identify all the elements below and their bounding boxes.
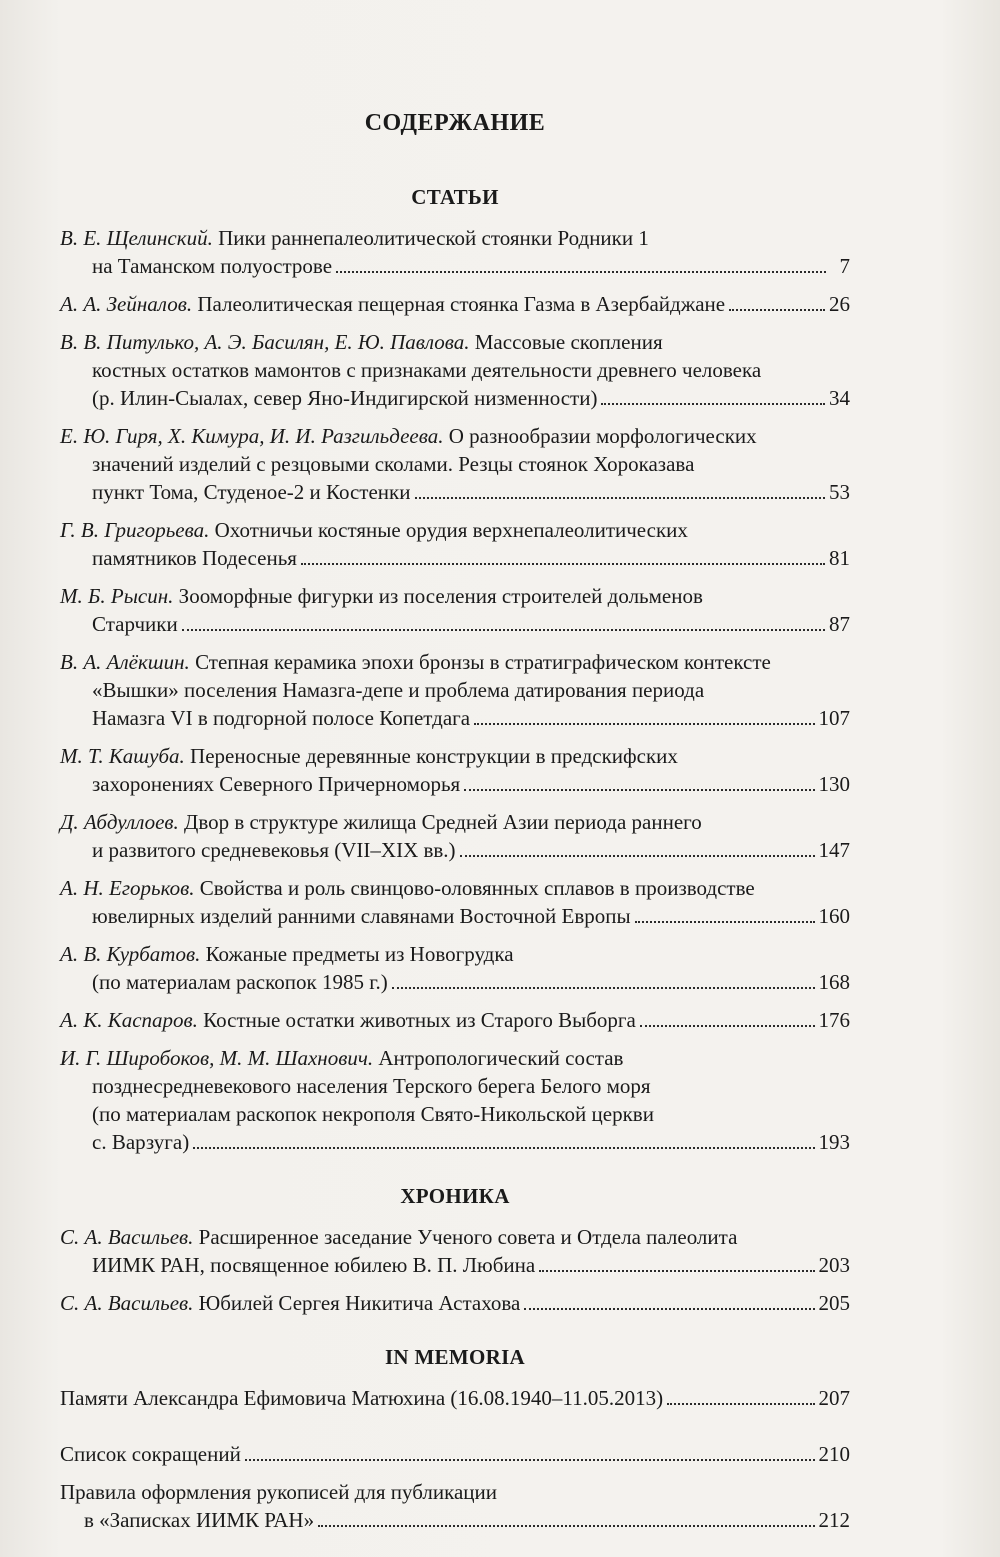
toc-page-number: 26	[829, 292, 850, 316]
toc-title-text: на Таманском полуострове	[92, 254, 333, 278]
toc-author: А. Н. Егорьков.	[60, 876, 195, 900]
toc-title-text: Двор в структуре жилища Средней Азии периода раннего	[184, 810, 702, 834]
dot-leader	[640, 1025, 815, 1027]
toc-entry[interactable]	[60, 874, 850, 930]
toc-page-number: 212	[818, 1508, 850, 1532]
toc-entry-line	[60, 968, 850, 996]
toc-title-text: (р. Илин-Сыалах, север Яно-Индигирской низменности)	[92, 386, 598, 410]
toc-entry-text	[92, 1128, 189, 1156]
toc-entry[interactable]	[60, 1006, 850, 1034]
dot-leader	[539, 1270, 814, 1272]
toc-page-number: 87	[829, 612, 850, 636]
toc-title-text: Список сокращений	[60, 1442, 241, 1466]
toc-entry-text	[60, 1478, 497, 1506]
toc-entry-line	[60, 1044, 850, 1072]
toc-entry[interactable]	[60, 1289, 850, 1317]
toc-entry-text	[92, 252, 332, 280]
toc-entry[interactable]	[60, 1440, 850, 1468]
toc-entry-text	[60, 940, 514, 968]
toc-entry[interactable]	[60, 940, 850, 996]
toc-title-text: «Вышки» поселения Намазга-депе и проблема датирования периода	[92, 678, 705, 702]
dot-leader	[336, 271, 826, 273]
toc-page-number: 130	[818, 772, 850, 796]
toc-title-text: Юбилей Сергея Никитича Астахова	[198, 1291, 521, 1315]
toc-page-number: 207	[818, 1386, 850, 1410]
toc-title-text: Массовые скопления	[474, 330, 663, 354]
dot-leader	[667, 1403, 814, 1405]
toc-page-number: 53	[829, 480, 850, 504]
toc-entry-line	[60, 836, 850, 864]
dot-leader	[392, 987, 815, 989]
toc-entry-line	[60, 902, 850, 930]
toc-body	[60, 185, 850, 1534]
toc-entry-line	[60, 704, 850, 732]
toc-entry-line	[60, 478, 850, 506]
toc-title-text: памятников Подесенья	[92, 546, 297, 570]
toc-entry-line	[60, 450, 850, 478]
toc-author: А. В. Курбатов.	[60, 942, 201, 966]
toc-entry-text	[92, 450, 694, 478]
toc-entry-text	[92, 902, 631, 930]
toc-author: В. А. Алёкшин.	[60, 650, 190, 674]
toc-entry-line	[60, 422, 850, 450]
toc-entry-line	[60, 874, 850, 902]
toc-author: А. А. Зейналов.	[60, 292, 193, 316]
toc-entry-text	[92, 770, 460, 798]
toc-author: Е. Ю. Гиря, Х. Кимура, И. И. Разгильдеева.	[60, 424, 444, 448]
toc-entry-line	[60, 1251, 850, 1279]
toc-author: А. К. Каспаров.	[60, 1008, 198, 1032]
toc-entry-text	[92, 610, 178, 638]
dot-leader	[635, 921, 815, 923]
toc-entry-text	[60, 742, 678, 770]
section-title: IN MEMORIA	[384, 1345, 526, 1369]
toc-entry-text	[60, 516, 688, 544]
toc-title-text: Расширенное заседание Ученого совета и Отдела палеолита	[198, 1225, 738, 1249]
dot-leader	[301, 563, 825, 565]
toc-entry[interactable]	[60, 1044, 850, 1156]
toc-title-text: Зооморфные фигурки из поселения строителей дольменов	[178, 584, 703, 608]
toc-title-text: Палеолитическая пещерная стоянка Газма в Азербайджане	[197, 292, 726, 316]
toc-author: И. Г. Широбоков, М. М. Шахнович.	[60, 1046, 374, 1070]
toc-title-text: костных остатков мамонтов с признаками деятельности древнего человека	[92, 358, 762, 382]
toc-entry-line	[60, 1223, 850, 1251]
toc-title-text: пункт Тома, Студеное-2 и Костенки	[92, 480, 411, 504]
toc-entry[interactable]	[60, 582, 850, 638]
toc-entry-line	[60, 356, 850, 384]
toc-entry-line	[60, 742, 850, 770]
toc-entry[interactable]	[60, 808, 850, 864]
toc-title-text: позднесредневекового населения Терского берега Белого моря	[92, 1074, 651, 1098]
toc-title-text: с. Варзуга)	[92, 1130, 190, 1154]
toc-author: Г. В. Григорьева.	[60, 518, 210, 542]
toc-entry[interactable]	[60, 422, 850, 506]
toc-entry-line	[60, 1128, 850, 1156]
toc-entry-text	[92, 676, 704, 704]
toc-page-number: 203	[818, 1253, 850, 1277]
toc-entry-text	[92, 836, 456, 864]
toc-entry-line	[60, 1478, 850, 1506]
toc-page-number: 176	[818, 1008, 850, 1032]
toc-entry-text	[60, 422, 757, 450]
toc-title-text: в «Записках ИИМК РАН»	[84, 1508, 315, 1532]
toc-entry-text	[92, 1251, 535, 1279]
toc-author: М. Б. Рысин.	[60, 584, 174, 608]
toc-entry-line	[60, 1289, 850, 1317]
toc-title-text: Переносные деревянные конструкции в предскифских	[190, 744, 678, 768]
toc-page-number: 205	[818, 1291, 850, 1315]
toc-entry-text	[60, 1044, 623, 1072]
toc-author: В. В. Питулько, А. Э. Басилян, Е. Ю. Павлова.	[60, 330, 470, 354]
toc-page-number: 210	[818, 1442, 850, 1466]
dot-leader	[464, 789, 814, 791]
section-title: ХРОНИКА	[400, 1184, 510, 1208]
toc-title-text: Памяти Александра Ефимовича Матюхина (16.08.1940–11.05.2013)	[60, 1386, 664, 1410]
toc-title-text: и развитого средневековья (VII–XIX вв.)	[92, 838, 456, 862]
toc-title-text: (по материалам раскопок некрополя Свято-Никольской церкви	[92, 1102, 654, 1126]
toc-entry-line	[60, 384, 850, 412]
toc-entry-line	[60, 1440, 850, 1468]
toc-entry-text	[92, 356, 761, 384]
dot-leader	[193, 1147, 814, 1149]
toc-entry-line	[60, 770, 850, 798]
toc-entry-text	[60, 648, 771, 676]
toc-entry-line	[60, 940, 850, 968]
section-gap	[60, 1166, 850, 1184]
dot-leader	[524, 1308, 814, 1310]
toc-page-number: 34	[829, 386, 850, 410]
section-gap	[60, 1422, 850, 1440]
toc-entry[interactable]	[60, 290, 850, 318]
toc-entry-text	[60, 582, 703, 610]
toc-author: С. А. Васильев.	[60, 1291, 194, 1315]
toc-entry-line	[60, 610, 850, 638]
toc-entry-line	[60, 544, 850, 572]
toc-entry-text	[84, 1506, 314, 1534]
contents-title: СОДЕРЖАНИЕ	[364, 110, 546, 136]
toc-title-text: Охотничьи костяные орудия верхнепалеолитических	[214, 518, 688, 542]
toc-page-number: 168	[818, 970, 850, 994]
toc-page-number: 160	[818, 904, 850, 928]
toc-entry-text	[60, 1006, 636, 1034]
toc-entry-line	[60, 1072, 850, 1100]
toc-entry-line	[60, 808, 850, 836]
toc-title-text: Кожаные предметы из Новогрудка	[205, 942, 514, 966]
toc-entry-text	[60, 874, 755, 902]
toc-entry-text	[60, 224, 649, 252]
toc-entry[interactable]	[60, 742, 850, 798]
toc-entry-line	[60, 1506, 850, 1534]
dot-leader	[601, 403, 825, 405]
dot-leader	[182, 629, 825, 631]
toc-page-number: 81	[829, 546, 850, 570]
toc-entry-text	[92, 1100, 654, 1128]
toc-entry[interactable]	[60, 224, 850, 280]
dot-leader	[318, 1525, 814, 1527]
toc-entry-line	[60, 676, 850, 704]
toc-entry-line	[60, 290, 850, 318]
dot-leader	[460, 855, 815, 857]
toc-title-text: О разнообразии морфологических	[448, 424, 757, 448]
dot-leader	[474, 723, 814, 725]
toc-author: М. Т. Кашуба.	[60, 744, 185, 768]
toc-entry-text	[92, 384, 597, 412]
section-title: СТАТЬИ	[411, 185, 499, 209]
toc-entry-text	[92, 544, 297, 572]
toc-title-text: Пики раннепалеолитической стоянки Родники 1	[218, 226, 649, 250]
toc-entry[interactable]	[60, 328, 850, 412]
toc-entry-text	[60, 328, 663, 356]
dot-leader	[415, 497, 826, 499]
dot-leader	[245, 1459, 815, 1461]
toc-title-text: захоронениях Северного Причерноморья	[92, 772, 461, 796]
toc-entry-text	[60, 1440, 241, 1468]
toc-entry-line	[60, 328, 850, 356]
toc-page-number: 7	[839, 254, 850, 278]
toc-entry-line	[60, 224, 850, 252]
dot-leader	[729, 309, 825, 311]
toc-title-text: Степная керамика эпохи бронзы в стратиграфическом контексте	[195, 650, 771, 674]
toc-entry-text	[92, 704, 470, 732]
toc-title-text: значений изделий с резцовыми сколами. Резцы стоянок Хороказава	[92, 452, 695, 476]
toc-entry-line	[60, 582, 850, 610]
section-gap	[60, 1327, 850, 1345]
toc-entry-text	[60, 1384, 663, 1412]
toc-entry-line	[60, 1100, 850, 1128]
toc-entry[interactable]	[60, 1478, 850, 1534]
toc-title-text: Намазга VI в подгорной полосе Копетдага	[92, 706, 471, 730]
toc-entry-text	[92, 478, 411, 506]
toc-title-text: Старчики	[92, 612, 178, 636]
toc-entry-text	[60, 290, 725, 318]
toc-author: Д. Абдуллоев.	[60, 810, 179, 834]
toc-title-text: Антропологический состав	[378, 1046, 624, 1070]
toc-entry-line	[60, 516, 850, 544]
toc-title-text: Свойства и роль свинцово-оловянных сплавов в производстве	[199, 876, 755, 900]
toc-entry[interactable]	[60, 1223, 850, 1279]
toc-author: С. А. Васильев.	[60, 1225, 194, 1249]
toc-entry-text	[60, 1223, 737, 1251]
toc-title-text: ювелирных изделий ранними славянами Восточной Европы	[92, 904, 631, 928]
toc-author: В. Е. Щелинский.	[60, 226, 213, 250]
toc-entry-text	[60, 1289, 520, 1317]
toc-entry-text	[60, 808, 702, 836]
toc-entry-line	[60, 1006, 850, 1034]
toc-entry-line	[60, 648, 850, 676]
toc-title-text: (по материалам раскопок 1985 г.)	[92, 970, 388, 994]
toc-entry-line	[60, 1384, 850, 1412]
toc-entry-text	[92, 1072, 651, 1100]
toc-entry-text	[92, 968, 388, 996]
toc-entry-line	[60, 252, 850, 280]
toc-title-text: Костные остатки животных из Старого Выборга	[203, 1008, 636, 1032]
toc-entry[interactable]	[60, 516, 850, 572]
toc-title-text: ИИМК РАН, посвященное юбилею В. П. Любина	[92, 1253, 536, 1277]
toc-page-number: 107	[818, 706, 850, 730]
toc-entry[interactable]	[60, 1384, 850, 1412]
toc-page-number: 193	[818, 1130, 850, 1154]
toc-title-text: Правила оформления рукописей для публикации	[60, 1480, 498, 1504]
toc-entry[interactable]	[60, 648, 850, 732]
table-of-contents	[60, 110, 850, 1544]
toc-page-number: 147	[818, 838, 850, 862]
